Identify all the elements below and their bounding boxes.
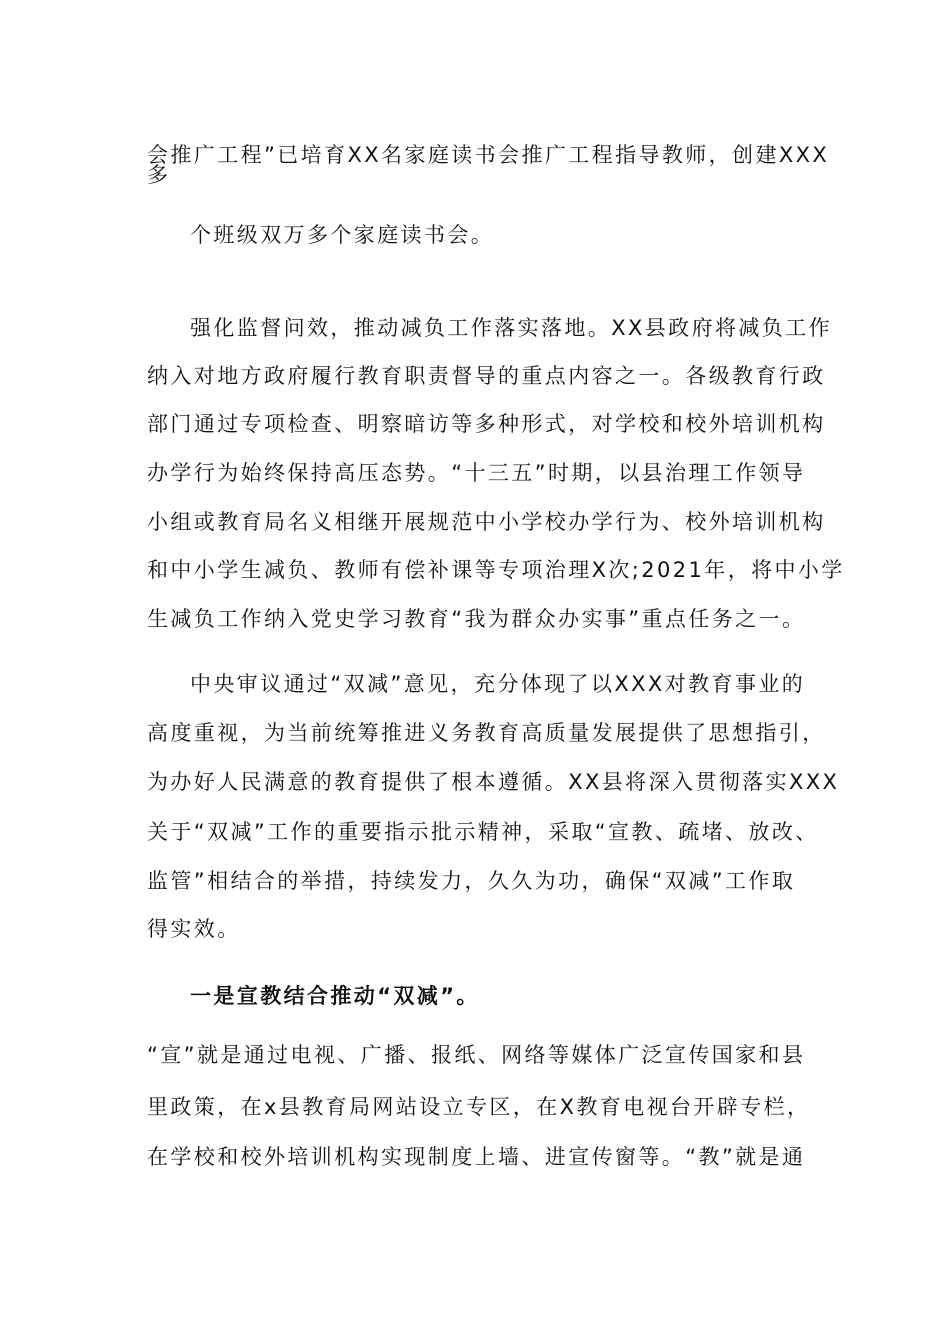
paragraph-4-line-2: 里政策，在x县教育局网站设立专区，在X教育电视台开辟专栏， bbox=[147, 1095, 811, 1119]
paragraph-2-line-2: 纳入对地方政府履行教育职责督导的重点内容之一。各级教育行政 bbox=[147, 364, 826, 388]
section-heading: 一是宣教结合推动“双减”。 bbox=[190, 984, 480, 1008]
paragraph-2-line-7: 生减负工作纳入党史学习教育“我为群众办实事”重点任务之一。 bbox=[147, 607, 806, 631]
paragraph-2-line-4: 办学行为始终保持高压态势。“十三五”时期，以县治理工作领导 bbox=[147, 461, 806, 485]
paragraph-4-line-1: “宣”就是通过电视、广播、报纸、网络等媒体广泛宣传国家和县 bbox=[147, 1043, 806, 1067]
paragraph-3-line-4: 关于“双减”工作的重要指示批示精神，采取“宣教、疏堵、放改、 bbox=[147, 820, 819, 844]
paragraph-2-line-1: 强化监督问效，推动减负工作落实落地。XX县政府将减负工作 bbox=[190, 316, 832, 340]
paragraph-1-line-3: 个班级双万多个家庭读书会。 bbox=[190, 223, 495, 247]
paragraph-3-line-2: 高度重视，为当前统筹推进义务教育高质量发展提供了思想指引， bbox=[147, 721, 826, 745]
paragraph-1-line-1: 会推广工程”已培育XX名家庭读书会推广工程指导教师，创建XXX bbox=[147, 143, 830, 167]
paragraph-2-line-5: 小组或教育局名义相继开展规范中小学校办学行为、校外培训机构 bbox=[147, 510, 826, 534]
paragraph-3-line-1: 中央审议通过“双减”意见，充分体现了以XXX对教育事业的 bbox=[190, 672, 806, 696]
paragraph-2-line-3: 部门通过专项检查、明察暗访等多种形式，对学校和校外培训机构 bbox=[147, 412, 826, 436]
paragraph-3-line-3: 为办好人民满意的教育提供了根本遵循。XX县将深入贯彻落实XXX bbox=[147, 770, 840, 794]
paragraph-3-line-5: 监管”相结合的举措，持续发力，久久为功，确保“双减”工作取 bbox=[147, 869, 796, 893]
paragraph-2-line-6: 和中小学生减负、教师有偿补课等专项治理X次;2021年，将中小学 bbox=[147, 558, 845, 582]
paragraph-1-line-2: 多 bbox=[147, 163, 171, 187]
paragraph-3-line-6: 得实效。 bbox=[147, 917, 241, 941]
paragraph-4-line-3: 在学校和校外培训机构实现制度上墙、进宣传窗等。“教”就是通 bbox=[147, 1145, 806, 1169]
